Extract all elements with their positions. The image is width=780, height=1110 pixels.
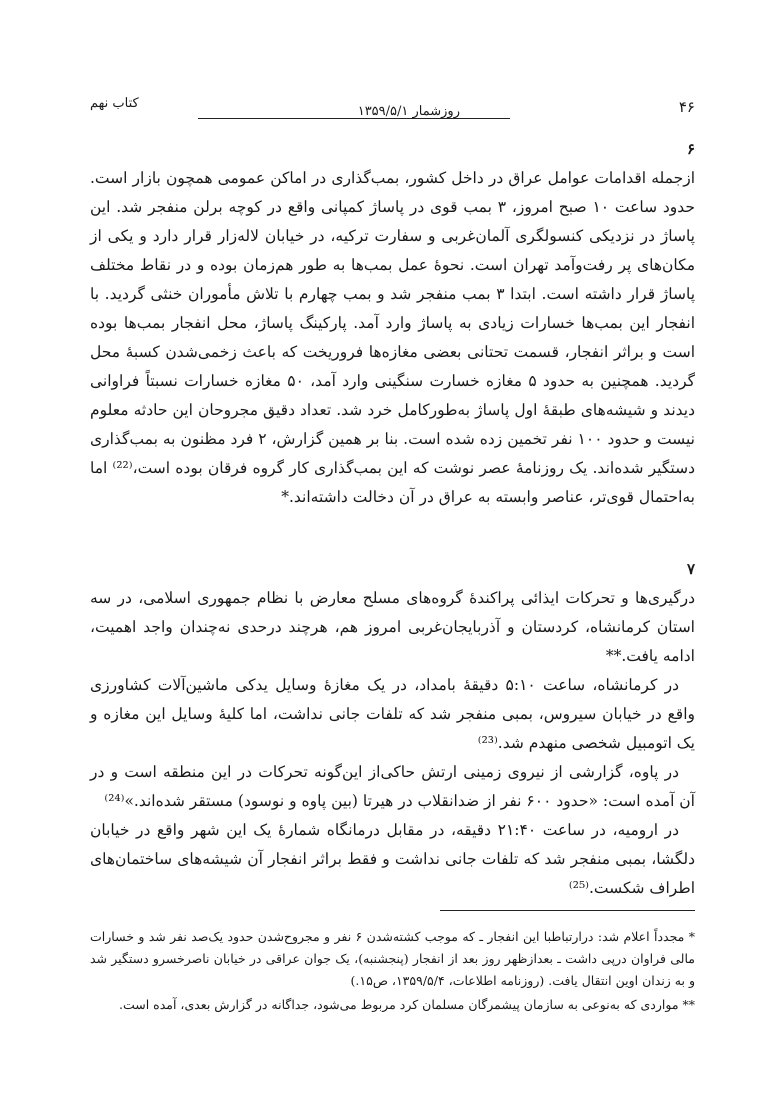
footnote: ** مواردی که به‌نوعی به سازمان پیشمرگان مسلمان کرد مربوط می‌شود، جداگانه در گزارش بعدی، آمده است. [118,997,695,1012]
header-rule [198,118,510,119]
footnote-separator [440,910,695,911]
paragraph: در ارومیه، در ساعت ۲۱:۴۰ دقیقه، در مقابل درمانگاه شمارهٔ یک این شهر واقع در خیابان دلگشا، بمبی منفجر شد که تلفات جانی نداشت و فقط براثر انفجار آن شیشه‌های ساختمان‌های اطراف شکست.⁽²⁵⁾ [90,821,695,897]
section-6 [90,140,695,512]
running-header [90,96,695,126]
footnotes [90,926,695,1018]
paragraph: درگیری‌ها و تحرکات ایذائی پراکندهٔ گروه‌های مسلح معارض با نظام جمهوری اسلامی، در سه استان کرمانشاه، کردستان و آذربایجان‌غربی امروز هم، هرچند درحدی نه‌چندان واجد اهمیت، ادامه یافت.** [90,589,695,665]
paragraph: در کرمانشاه، ساعت ۵:۱۰ دقیقهٔ بامداد، در یک مغازهٔ وسایل یدکی ماشین‌آلات کشاورزی واقع در خیابان سیروس، بمبی منفجر شد که تلفات جانی نداشت، اما کلیهٔ وسایل این مغازه و یک اتومبیل شخصی منهدم شد.⁽²³⁾ [90,676,695,752]
header-date-title: روزشمار ۱۳۵۹/۵/۱ [357,104,460,119]
paragraph: ازجمله اقدامات عوامل عراق در داخل کشور، بمب‌گذاری در اماکن عمومی همچون بازار است. حدود ساعت ۱۰ صبح امروز، ۳ بمب قوی در پاساژ کمپانی واقع در کوچه برلن منفجر شد. این پاساژ در نزدیکی کنسولگری آلمان‌غربی و سفارت ترکیه، در خیابان لاله‌زار قرار دارد و یکی از مکان‌های پر رفت‌وآمد تهران است. نحوهٔ عمل بمب‌ها به طور هم‌زمان بوده و در نقاط مختلف پاساژ قرار داشته است. ابتدا ۳ بمب منفجر شد و بمب چهارم با تلاش مأموران خنثی گردید. با انفجار این بمب‌ها خسارات زیادی به پاساژ وارد آمد. پارکینگ پاساژ، محل انفجار بمب‌ها بوده است و براثر انفجار، قسمت تحتانی بعضی مغازه‌ها فروریخت که باعث زخمی‌شدن کسبهٔ محل گردید. همچنین به حدود ۵ مغازه خسارت سنگینی وارد آمد، ۵۰ مغازه خسارات نسبتاً فراوانی دیدند و شیشه‌های طبقهٔ اول پاساژ به‌طورکامل خرد شد. تعداد دقیق مجروحان این حادثه معلوم نیست و حدود ۱۰۰ نفر تخمین زده شده است. بنا بر همین گزارش، ۲ فرد مظنون به بمب‌گذاری دستگیر شده‌اند. یک روزنامهٔ عصر نوشت که این بمب‌گذاری کار گروه فرقان بوده است،⁽²²⁾ اما به‌احتمال قوی‌تر، عناصر وابسته به عراق در آن دخالت داشته‌اند.* [90,169,696,506]
page-number: ۴۶ [678,98,695,116]
paragraph: در پاوه، گزارشی از نیروی زمینی ارتش حاکی‌از این‌گونه تحرکات در این منطقه است و در آن آمده است: «حدود ۶۰۰ نفر از ضدانقلاب در هیرتا (بین پاوه و نوسود) مستقر شده‌اند.»⁽²⁴⁾ [90,763,695,810]
book-title: کتاب نهم [90,96,139,111]
section-number: ۶ [686,140,695,158]
section-7 [90,560,695,903]
section-number: ۷ [686,560,695,578]
footnote: * مجدداً اعلام شد: درارتباطبا این انفجار ـ که موجب کشته‌شدن ۶ نفر و مجروح‌شدن حدود یک‌صد نفر شد و خسارات مالی فراوان درپی داشت ـ بعدازظهر روز بعد از انفجار (پنجشنبه)، یک جوان عراقی در خیابان ناصرخسرو دستگیر شد و به زندان اوین انتقال یافت. (روزنامه اطلاعات، ۱۳۵۹/۵/۴، ص۱۵.) [90,929,695,988]
